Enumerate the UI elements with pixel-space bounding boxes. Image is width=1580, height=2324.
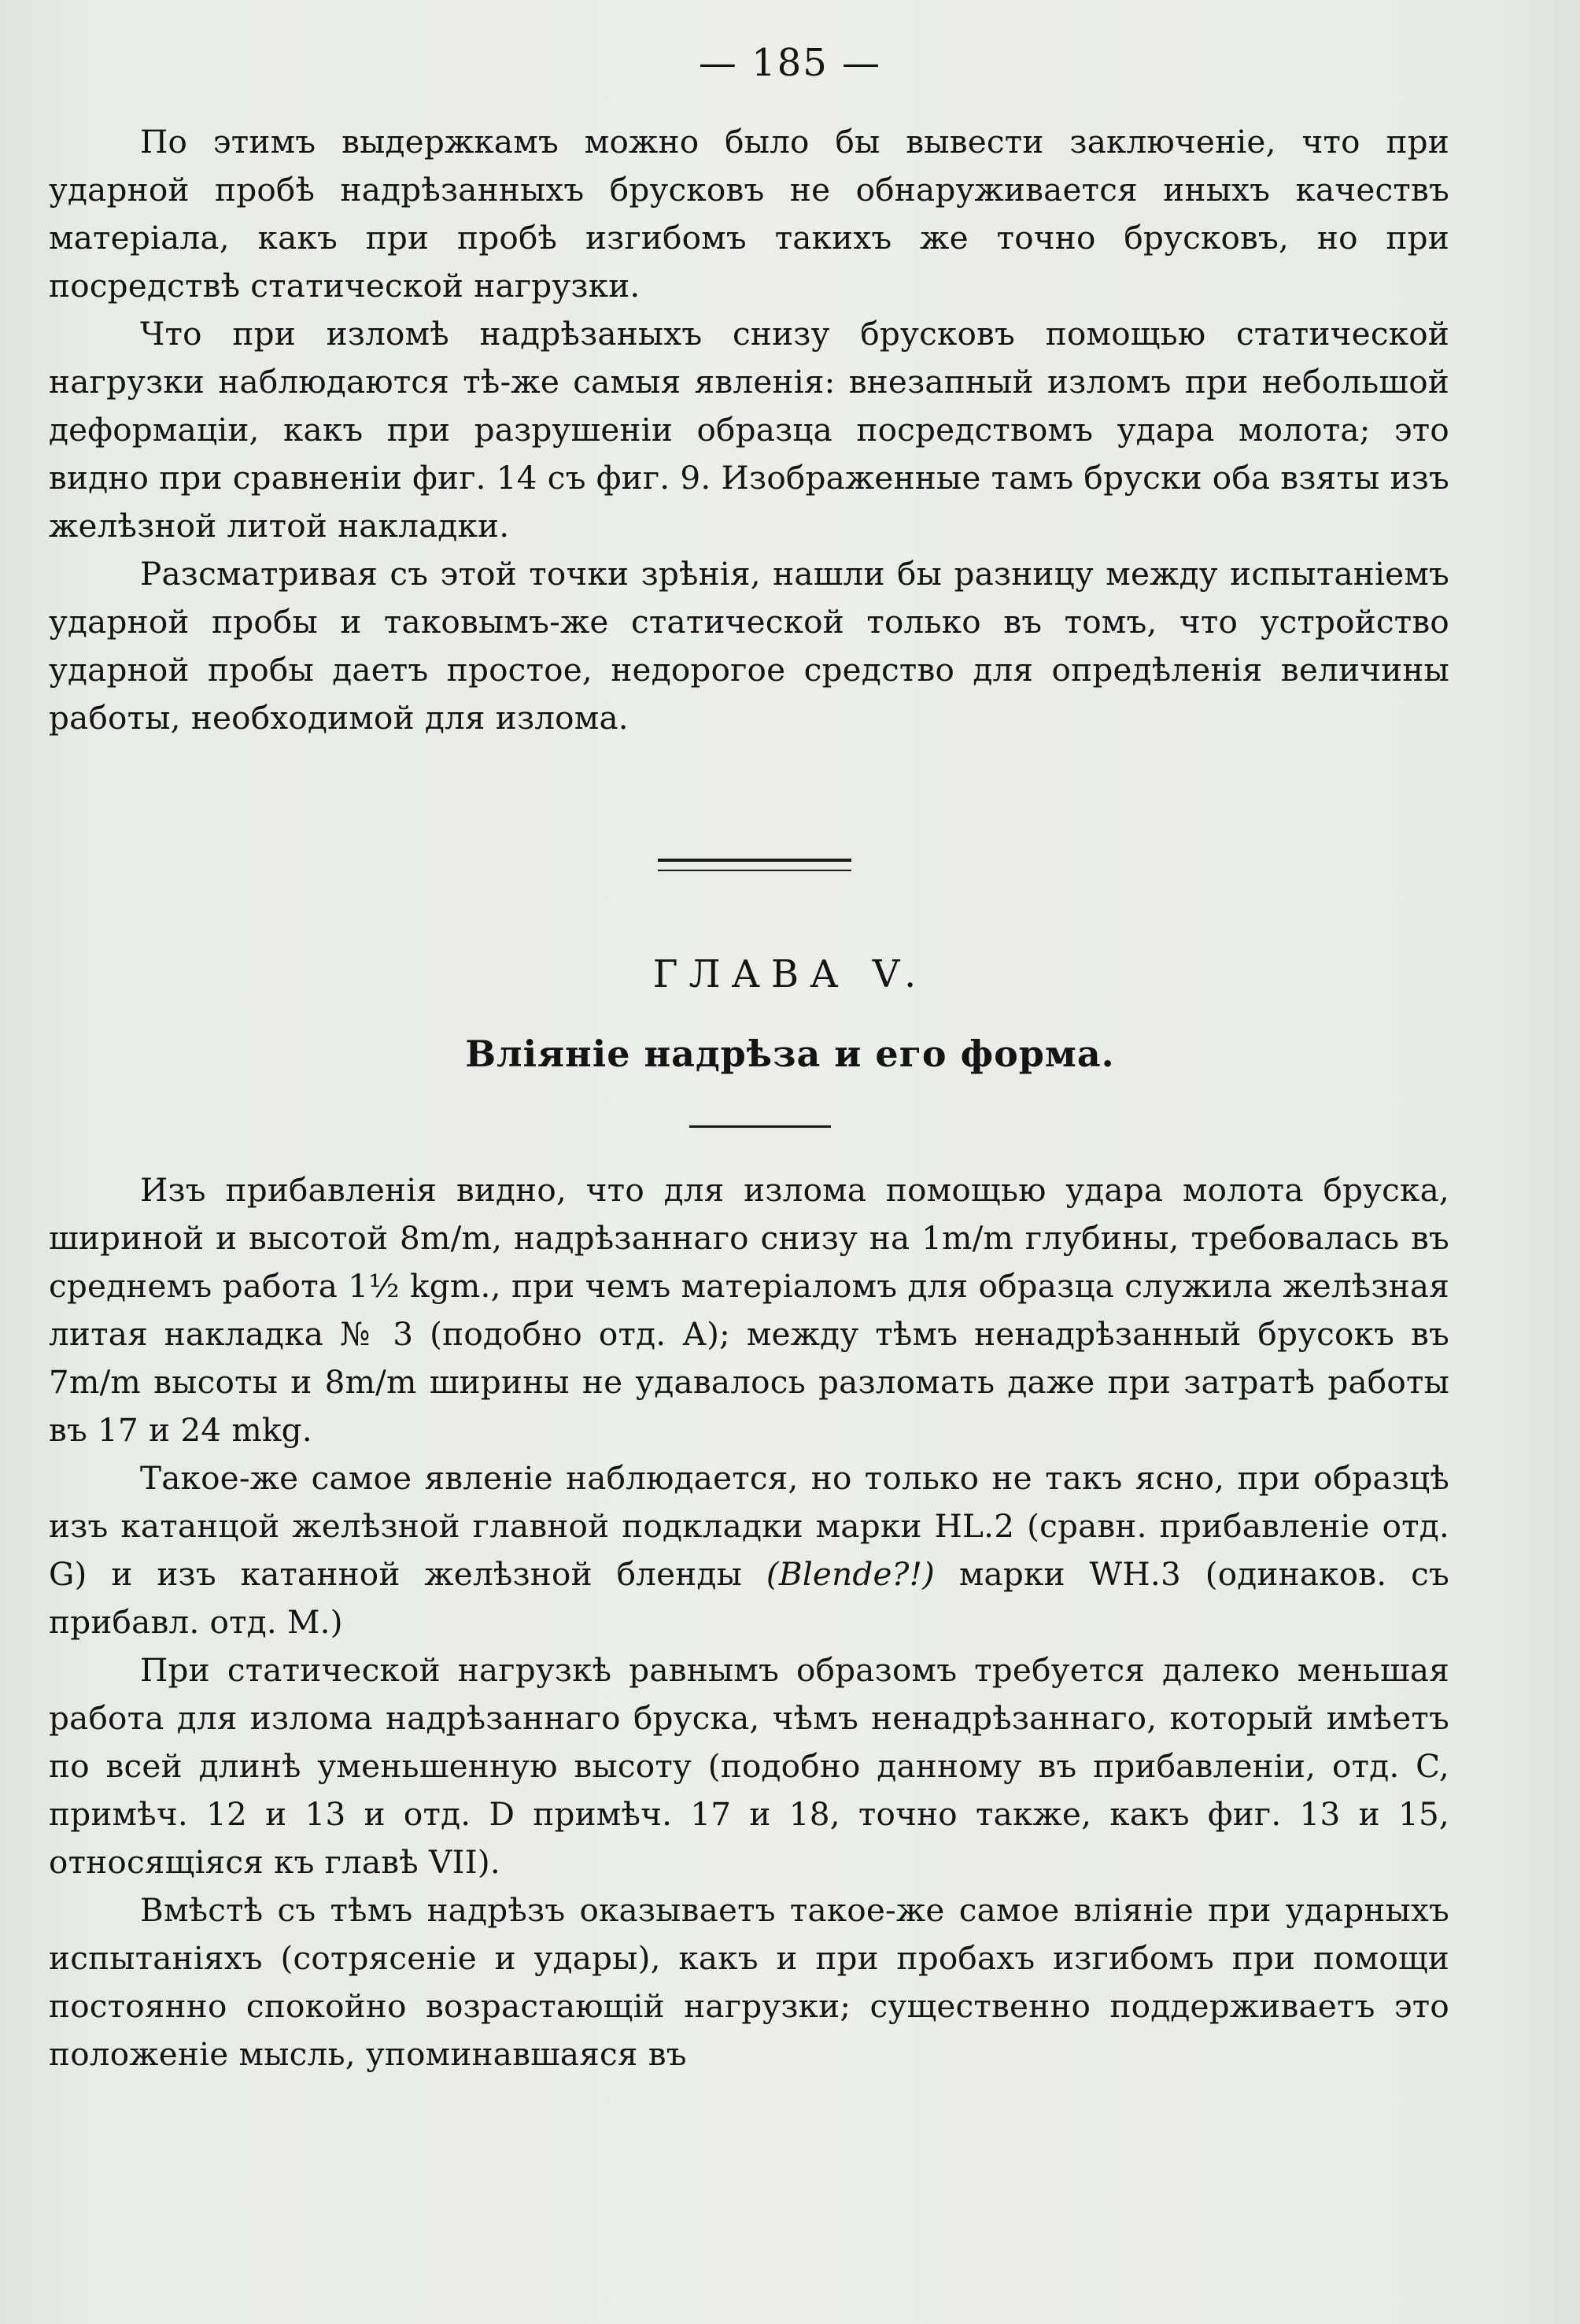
- italic-remark: (Blende?!): [766, 1555, 936, 1593]
- section-divider: [658, 859, 851, 871]
- paragraph-text: Такое-же самое явленіе наблюдается, но только не такъ ясно, при образцѣ изъ катанцой желѣзной главной подкладки марки HL.2 (сравн. прибавленіе отд. G) и изъ катанной желѣзной бленды: [49, 1459, 1449, 1593]
- paragraph-text: марки WH.3 (одинаков. съ прибавл. отд. M.): [49, 1555, 1449, 1641]
- paragraph: Разсматривая съ этой точки зрѣнія, нашли бы разницу между испытаніемъ ударной пробы и таковымъ-же статической только въ томъ, что устройство ударной пробы даетъ простое, недорогое средство для опредѣленія величины работы, необходимой для излома.: [49, 555, 1449, 737]
- paragraph-blende: [49, 1454, 1449, 1646]
- paragraph: Что при изломѣ надрѣзаныхъ снизу брусковъ помощью статической нагрузки наблюдаются тѣ-же самыя явленія: внезапный изломъ при небольшой деформаціи, какъ при разрушеніи образца посредствомъ удара молота; это видно при сравненіи фиг. 14 съ фиг. 9. Изображенные тамъ бруски оба взяты изъ желѣзной литой накладки.: [49, 315, 1449, 545]
- chapter-title: ГЛАВА V.: [652, 952, 928, 996]
- bottom-text-block: [49, 1166, 1449, 2078]
- paragraph: По этимъ выдержкамъ можно было бы вывести заключеніе, что при ударной пробѣ надрѣзанныхъ брусковъ не обнаруживается иныхъ качествъ матеріала, какъ при пробѣ изгибомъ такихъ же точно брусковъ, но при посредствѣ статической нагрузки.: [49, 123, 1449, 305]
- chapter-subtitle: Вліяніе надрѣза и его форма.: [465, 1033, 1115, 1075]
- page-number: — 185 —: [698, 41, 882, 85]
- paragraph: Вмѣстѣ съ тѣмъ надрѣзъ оказываетъ такое-же самое вліяніе при ударныхъ испытаніяхъ (сотрясеніе и удары), какъ и при пробахъ изгибомъ при помощи постоянно спокойно возрастающій нагрузки; существенно поддерживаетъ это положеніе мысль, упоминавшаяся въ: [49, 1891, 1449, 2073]
- paragraph: Изъ прибавленія видно, что для излома помощью удара молота бруска, шириной и высотой 8m/m, надрѣзаннаго снизу на 1m/m глубины, требовалась въ среднемъ работа 1½ kgm., при чемъ матеріаломъ для образца служила желѣзная литая накладка № 3 (подобно отд. А); между тѣмъ ненадрѣзанный брусокъ въ 7m/m высоты и 8m/m ширины не удавалось разломать даже при затратѣ работы въ 17 и 24 mkg.: [49, 1171, 1449, 1449]
- paragraph: При статической нагрузкѣ равнымъ образомъ требуется далеко меньшая работа для излома надрѣзаннаго бруска, чѣмъ ненадрѣзаннаго, который имѣетъ по всей длинѣ уменьшенную высоту (подобно данному въ прибавленіи, отд. C, примѣч. 12 и 13 и отд. D примѣч. 17 и 18, точно также, какъ фиг. 13 и 15, относящіяся къ главѣ VII).: [49, 1651, 1449, 1881]
- title-underline: [689, 1125, 831, 1128]
- top-text-block: [49, 118, 1449, 742]
